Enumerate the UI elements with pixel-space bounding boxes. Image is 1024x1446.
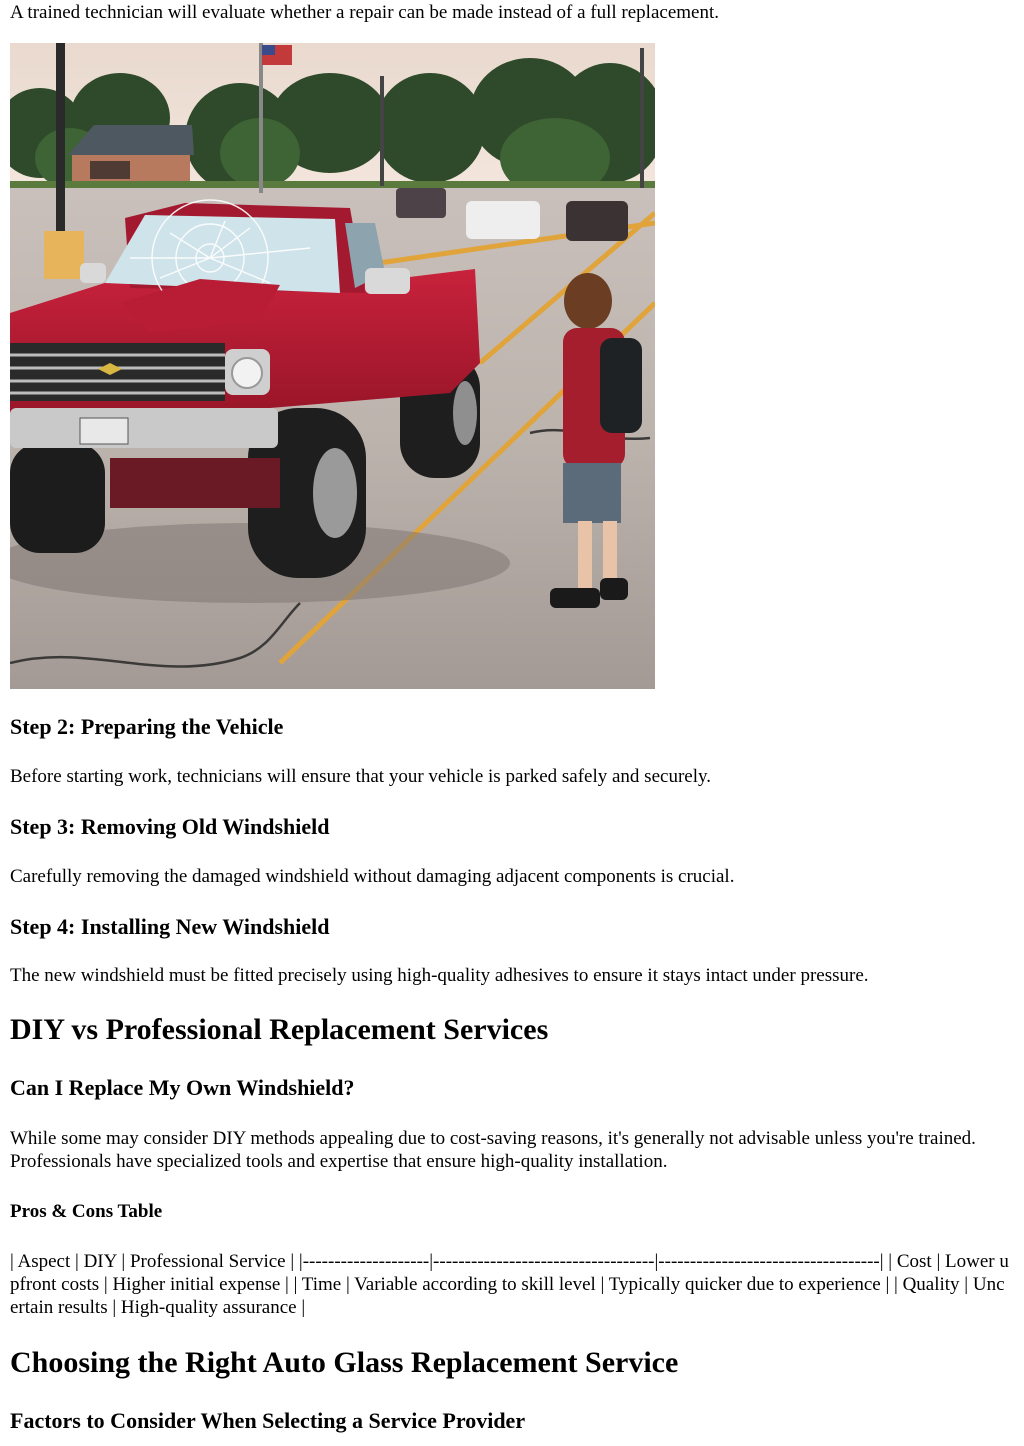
step3-heading: Step 3: Removing Old Windshield	[10, 814, 330, 839]
diy-subheading: Can I Replace My Own Windshield?	[10, 1075, 355, 1100]
photo-red-pickup-truck-cracked-windshield	[10, 43, 655, 689]
diy-body: While some may consider DIY methods appealing due to cost-saving reasons, it's generally not advisable unless you're trained. Professionals have specialized tools and expertise that ensure high-quality installation.	[10, 1128, 976, 1172]
step2-heading: Step 2: Preparing the Vehicle	[10, 714, 284, 739]
step4-body: The new windshield must be fitted precisely using high-quality adhesives to ensure it stays intact under pressure.	[10, 965, 869, 986]
factors-subheading: Factors to Consider When Selecting a Service Provider	[10, 1408, 526, 1433]
pros-cons-table-text: | Aspect | DIY | Professional Service | |--------------------|-----------------------------------|-----------------------------------| | Cost | Lower upfront costs | Higher initial expense | | Time | Variable according to skill level | Typically quicker due to experience | | Quality | Uncertain results | High-quality assurance |	[10, 1251, 1009, 1318]
choosing-section-heading: Choosing the Right Auto Glass Replacement Service	[10, 1346, 679, 1379]
diy-section-heading: DIY vs Professional Replacement Services	[10, 1013, 549, 1046]
step3-body: Carefully removing the damaged windshield without damaging adjacent components is crucial.	[10, 866, 735, 887]
intro-paragraph: A trained technician will evaluate whether a repair can be made instead of a full replacement.	[10, 2, 720, 23]
step4-heading: Step 4: Installing New Windshield	[10, 914, 330, 939]
pros-cons-heading: Pros & Cons Table	[10, 1201, 163, 1222]
step2-body: Before starting work, technicians will ensure that your vehicle is parked safely and securely.	[10, 766, 711, 787]
truck-photo	[10, 43, 655, 689]
